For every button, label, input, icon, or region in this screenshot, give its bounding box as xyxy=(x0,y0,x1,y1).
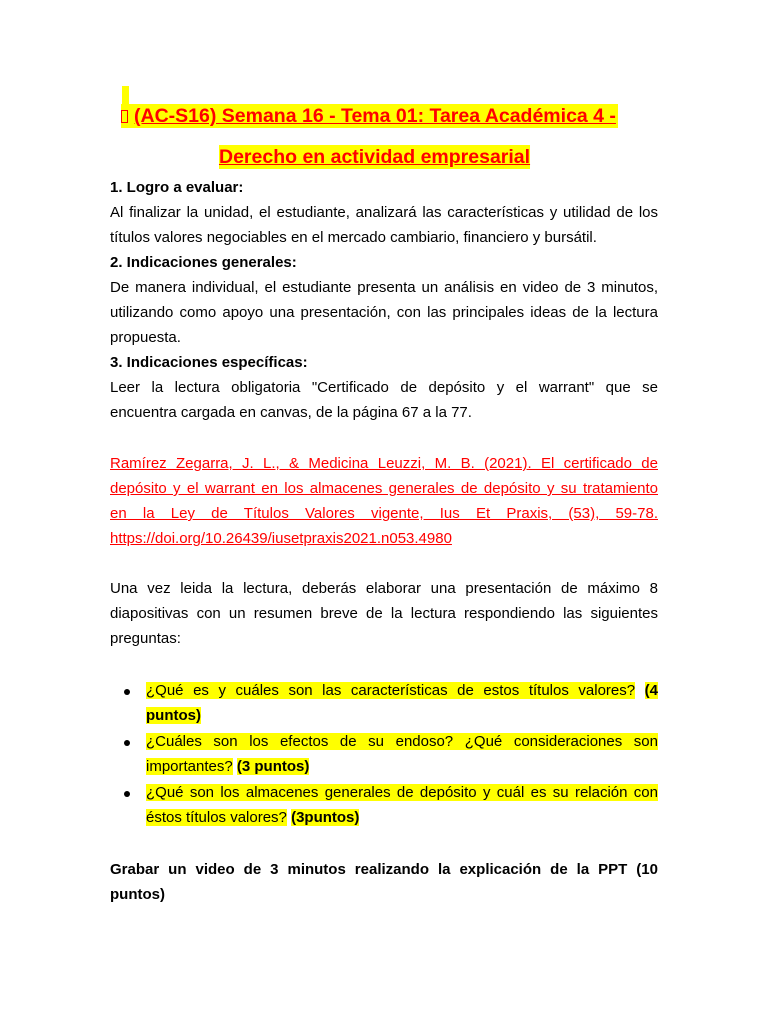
intro-text: Una vez leida la lectura, deberás elaborar una presentación de máximo 8 xyxy=(110,580,658,597)
reference-citation: Ramírez Zegarra, J. L., & Medicina Leuzzi, M. B. (2021). El certificado de xyxy=(110,455,658,472)
section-3-text: Leer la lectura obligatoria "Certificado de depósito y el warrant" que se xyxy=(110,379,658,396)
bullet-text: ¿Qué es y cuáles son las características de estos títulos valores? xyxy=(146,682,636,699)
document-title-line-2: Derecho en actividad empresarial xyxy=(219,146,531,168)
intro-text: preguntas: xyxy=(110,630,181,647)
bullet-item-2 xyxy=(146,733,658,751)
reference-citation: depósito y el warrant en los almacenes generales de depósito y su tratamiento xyxy=(110,480,658,497)
bullet-item-3 xyxy=(146,784,658,802)
bullet-item-1-cont xyxy=(146,707,658,725)
bullet-icon xyxy=(124,791,130,797)
document-title-line-1 xyxy=(121,104,618,128)
section-2-text: utilizando como apoyo una presentación, con las principales ideas de la lectura xyxy=(110,304,658,321)
bullet-item-3-cont xyxy=(146,809,658,827)
bullet-icon xyxy=(124,689,130,695)
section-2-text: De manera individual, el estudiante presenta un análisis en video de 3 minutos, xyxy=(110,279,658,296)
section-1-text: Al finalizar la unidad, el estudiante, analizará las características y utilidad de los xyxy=(110,204,658,221)
section-1-heading: 1. Logro a evaluar: xyxy=(110,179,244,196)
missing-glyph-icon xyxy=(121,110,128,123)
section-3-text: encuentra cargada en canvas, de la página 67 a la 77. xyxy=(110,404,472,421)
bullet-icon xyxy=(124,740,130,746)
bullet-points: puntos) xyxy=(146,707,201,724)
bullet-points: (3 puntos) xyxy=(236,758,310,775)
bullet-item-1 xyxy=(146,682,658,700)
bullet-points: (3puntos) xyxy=(291,809,360,826)
section-2-heading: 2. Indicaciones generales: xyxy=(110,254,297,271)
bullet-text: éstos títulos valores? xyxy=(146,809,287,826)
bullet-points: (4 xyxy=(644,682,658,699)
bullet-item-2-cont xyxy=(146,758,658,776)
bullet-text: ¿Cuáles son los efectos de su endoso? ¿Qué consideraciones son xyxy=(146,733,658,750)
reference-doi-link[interactable]: https://doi.org/10.26439/iusetpraxis2021.n053.4980 xyxy=(110,530,452,547)
reference-citation: en la Ley de Títulos Valores vigente, Ius Et Praxis, (53), 59-78. xyxy=(110,505,658,522)
closing-instruction: puntos) xyxy=(110,886,165,903)
closing-instruction: Grabar un video de 3 minutos realizando la explicación de la PPT (10 xyxy=(110,861,658,878)
title-highlight-mark xyxy=(122,86,129,104)
section-2-text: propuesta. xyxy=(110,329,181,346)
bullet-text: importantes? xyxy=(146,758,233,775)
bullet-text: ¿Qué son los almacenes generales de depósito y cuál es su relación con xyxy=(146,784,658,801)
section-1-text: títulos valores negociables en el mercado cambiario, financiero y bursátil. xyxy=(110,229,597,246)
section-3-heading: 3. Indicaciones específicas: xyxy=(110,354,308,371)
title-text-1: (AC-S16) Semana 16 - Tema 01: Tarea Académica 4 - xyxy=(134,105,616,127)
intro-text: diapositivas con un resumen breve de la lectura respondiendo las siguientes xyxy=(110,605,658,622)
